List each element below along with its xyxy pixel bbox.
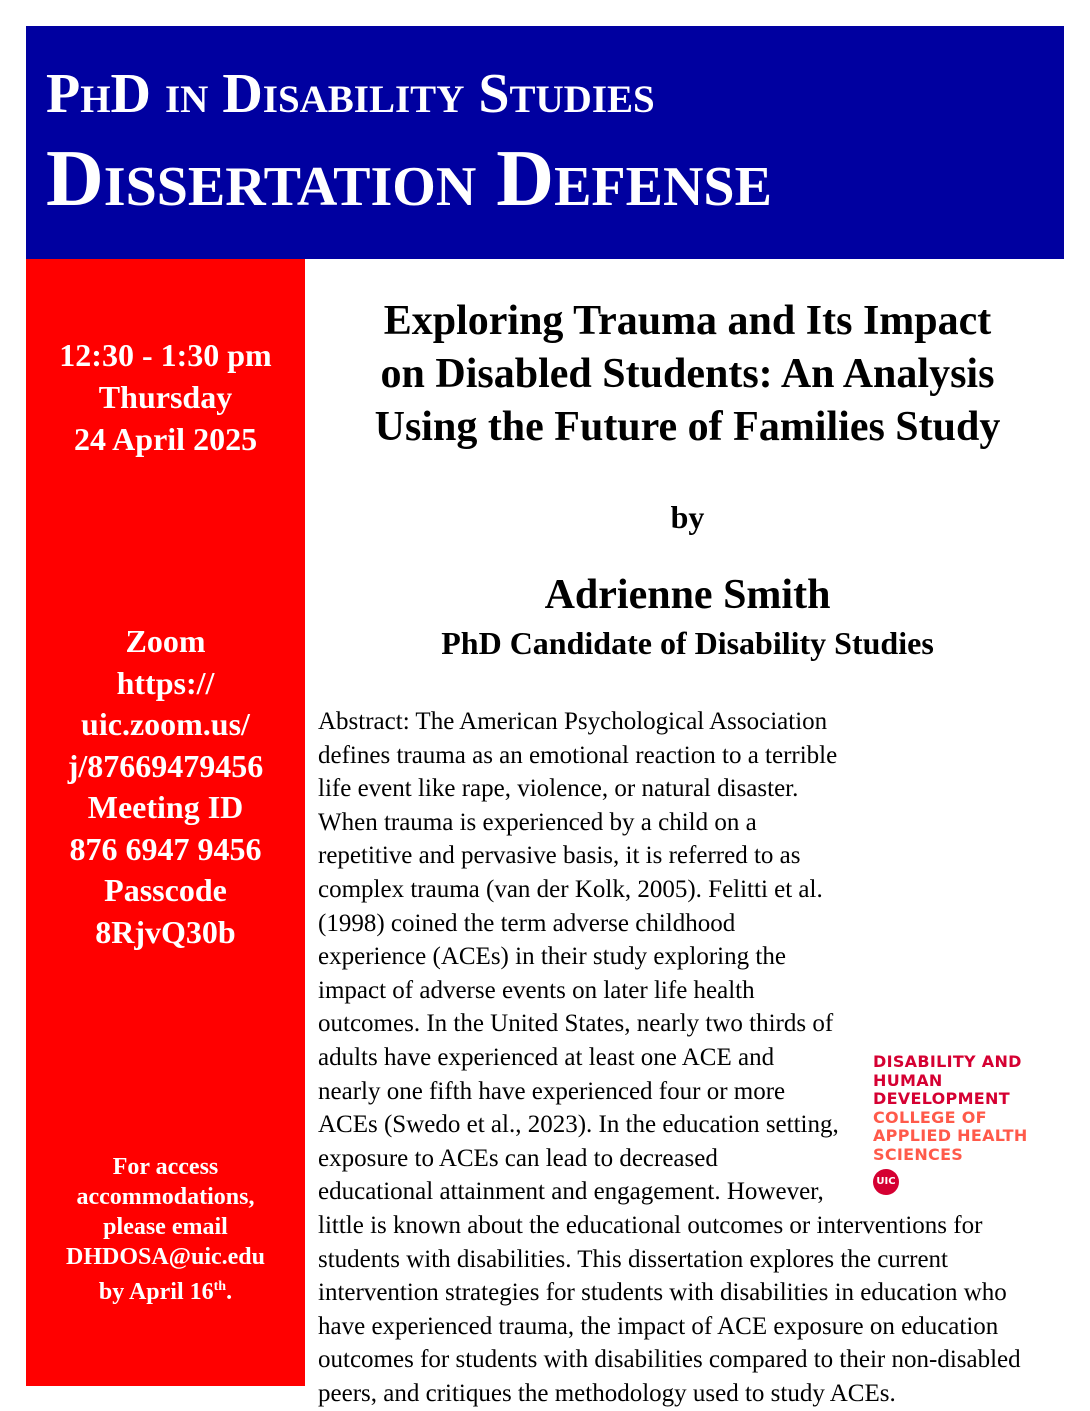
accessibility-note: [26, 1152, 305, 1307]
event-title: Dissertation Defense: [46, 135, 772, 223]
access-line1: For access: [112, 1154, 219, 1180]
author-role: PhD Candidate of Disability Studies: [441, 625, 934, 661]
event-day: Thursday: [98, 379, 233, 415]
abstract-text: Abstract: The American Psychological Association defines trauma as an emotional reaction to a terrible life event like rape, violence, or natural disaster. When trauma is experienced by a child on a repetitive and pervasive basis, it is referred to as complex trauma (van der Kolk, 2005). Felitti et al. (1998) coined the term adverse childhood experience (ACEs) in their study exploring the impact of adverse events on later life health outcomes. In the United States, nearly two thirds of adults have experienced at least one ACE and nearly one fifth have experienced four or more ACEs (Swedo et al., 2023). In the education setting, exposure to ACEs can lead to decreased educational attainment and engagement. However, little is known about the educational outcomes or interventions for students with disabilities. This dissertation explores the current intervention strategies for students with disabilities in education who have experienced trauma, the impact of ACE exposure on education outcomes for students with disabilities compared to their non-disabled peers, and critiques the methodology used to study ACEs.: [318, 708, 1021, 1407]
logo-line5: APPLIED HEALTH: [873, 1126, 1028, 1145]
zoom-link[interactable]: [26, 663, 305, 788]
zoom-block: [26, 621, 305, 953]
title-line3: Using the Future of Families Study: [374, 404, 1001, 450]
logo-line6: SCIENCES: [873, 1144, 964, 1164]
abstract-block: [318, 705, 1058, 1410]
zoom-label: Zoom: [125, 623, 206, 659]
logo-wordmark: [873, 1053, 1028, 1164]
access-deadline: [26, 1272, 305, 1307]
title-line2: on Disabled Students: An Analysis: [380, 351, 995, 397]
meeting-id-label: Meeting ID: [87, 789, 244, 825]
header-banner: [26, 26, 1064, 259]
dissertation-title: [305, 295, 1070, 454]
access-deadline-text: by April 16: [98, 1279, 214, 1305]
by-label: by: [670, 499, 705, 535]
info-sidebar: [26, 259, 305, 1386]
access-line3: please email: [103, 1214, 228, 1240]
zoom-url-part2: uic.zoom.us/: [81, 706, 250, 742]
access-deadline-period: .: [226, 1279, 233, 1305]
title-line1: Exploring Trauma and Its Impact: [383, 298, 992, 344]
logo-line4: COLLEGE OF: [873, 1107, 987, 1127]
event-time: 12:30 - 1:30 pm: [59, 337, 272, 373]
zoom-url-part3: j/87669479456: [67, 747, 264, 784]
uic-badge-icon: UIC: [873, 1169, 899, 1195]
event-date: 24 April 2025: [73, 421, 258, 457]
zoom-url-part1: https://: [116, 664, 215, 701]
main-content: [305, 259, 1064, 1407]
college-logo: [853, 1041, 1058, 1191]
passcode-label: Passcode: [104, 872, 227, 908]
logo-line3: DEVELOPMENT: [873, 1089, 1010, 1108]
logo-line2: HUMAN: [873, 1070, 943, 1090]
event-time-block: [26, 334, 305, 460]
meeting-id: 876 6947 9456: [69, 830, 262, 867]
logo-line1: DISABILITY AND: [873, 1052, 1022, 1071]
passcode: 8RjvQ30b: [95, 913, 236, 950]
program-title: PhD in Disability Studies: [46, 63, 655, 125]
author-name: Adrienne Smith: [544, 572, 831, 618]
access-email-link[interactable]: DHDOSA@uic.edu: [65, 1244, 266, 1270]
access-line2: accommodations,: [76, 1184, 255, 1210]
access-deadline-suffix: th: [213, 1279, 227, 1294]
